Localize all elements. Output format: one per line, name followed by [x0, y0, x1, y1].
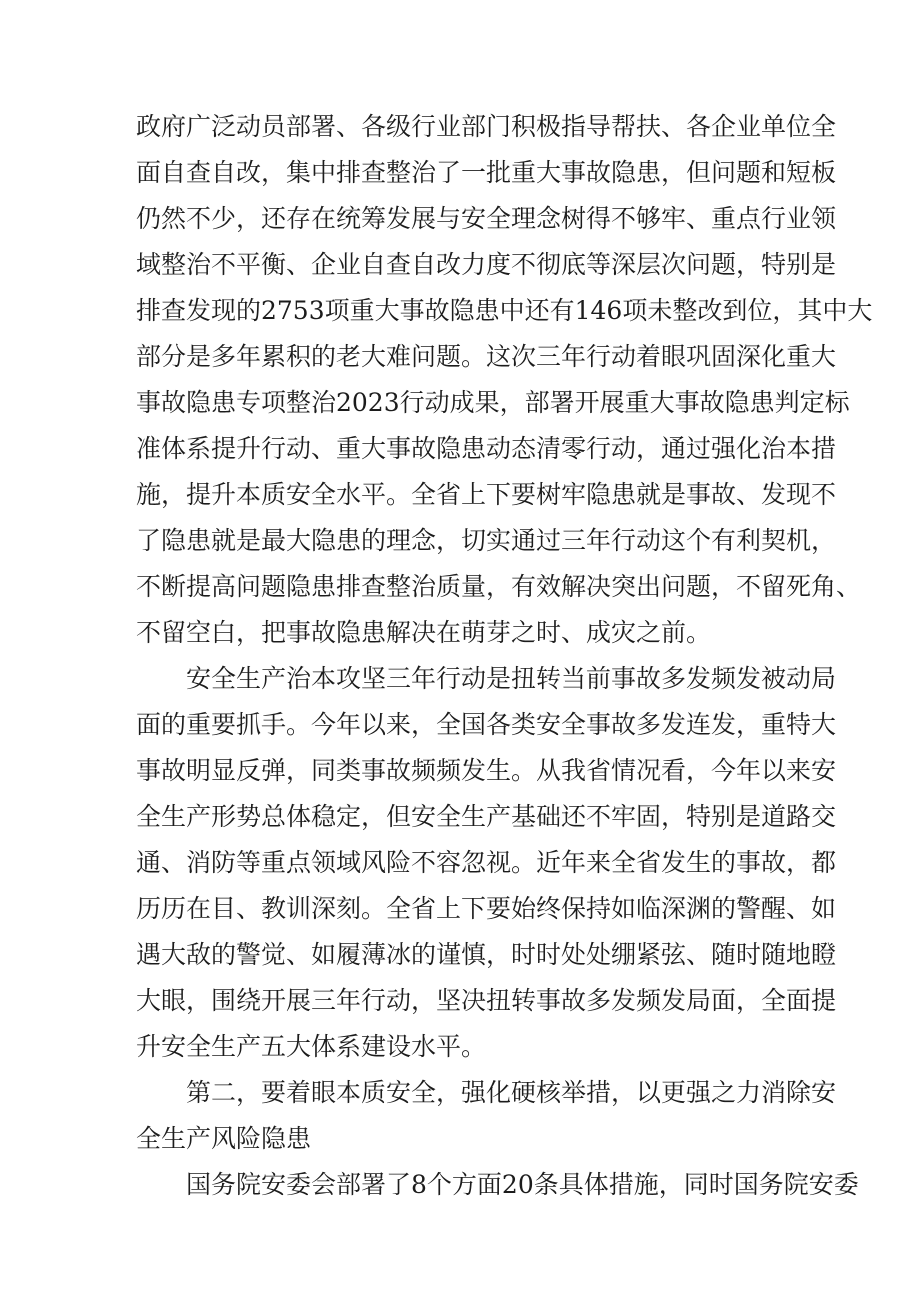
text-line: 部分是多年累积的老大难问题。这次三年行动着眼巩固深化重大: [136, 342, 837, 371]
text-line: 排查发现的2753项重大事故隐患中还有146项未整改到位，其中大: [136, 296, 873, 325]
paragraph-first-line: 安全生产治本攻坚三年行动是扭转当前事故多发频发被动局: [186, 664, 837, 693]
text-line: 面自查自改，集中排查整治了一批重大事故隐患，但问题和短板: [136, 158, 837, 187]
text-line: 仍然不少，还存在统筹发展与安全理念树得不够牢、重点行业领: [136, 204, 837, 233]
section-heading-line: 全生产风险隐患: [136, 1124, 312, 1153]
text-line: 不断提高问题隐患排查整治质量，有效解决突出问题，不留死角、: [136, 572, 862, 601]
text-line: 通、消防等重点领域风险不容忽视。近年来全省发生的事故，都: [136, 848, 837, 877]
paragraph-first-line: 国务院安委会部署了8个方面20条具体措施，同时国务院安委: [186, 1170, 859, 1199]
text-line: 域整治不平衡、企业自查自改力度不彻底等深层次问题，特别是: [136, 250, 837, 279]
text-line: 了隐患就是最大隐患的理念，切实通过三年行动这个有利契机，: [136, 526, 837, 555]
text-line: 不留空白，把事故隐患解决在萌芽之时、成灾之前。: [136, 618, 712, 647]
section-heading-line: 第二，要着眼本质安全，强化硬核举措，以更强之力消除安: [186, 1078, 837, 1107]
text-line: 遇大敌的警觉、如履薄冰的谨慎，时时处处绷紧弦、随时随地瞪: [136, 940, 837, 969]
text-line: 准体系提升行动、重大事故隐患动态清零行动，通过强化治本措: [136, 434, 837, 463]
text-line: 升安全生产五大体系建设水平。: [136, 1032, 487, 1061]
text-line: 事故隐患专项整治2023行动成果，部署开展重大事故隐患判定标: [136, 388, 850, 417]
text-line: 全生产形势总体稳定，但安全生产基础还不牢固，特别是道路交: [136, 802, 837, 831]
text-line: 面的重要抓手。今年以来，全国各类安全事故多发连发，重特大: [136, 710, 837, 739]
text-line: 政府广泛动员部署、各级行业部门积极指导帮扶、各企业单位全: [136, 112, 837, 141]
text-line: 施，提升本质安全水平。全省上下要树牢隐患就是事故、发现不: [136, 480, 837, 509]
text-line: 历历在目、教训深刻。全省上下要始终保持如临深渊的警醒、如: [136, 894, 837, 923]
text-line: 大眼，围绕开展三年行动，坚决扭转事故多发频发局面，全面提: [136, 986, 837, 1015]
text-line: 事故明显反弹，同类事故频频发生。从我省情况看，今年以来安: [136, 756, 837, 785]
